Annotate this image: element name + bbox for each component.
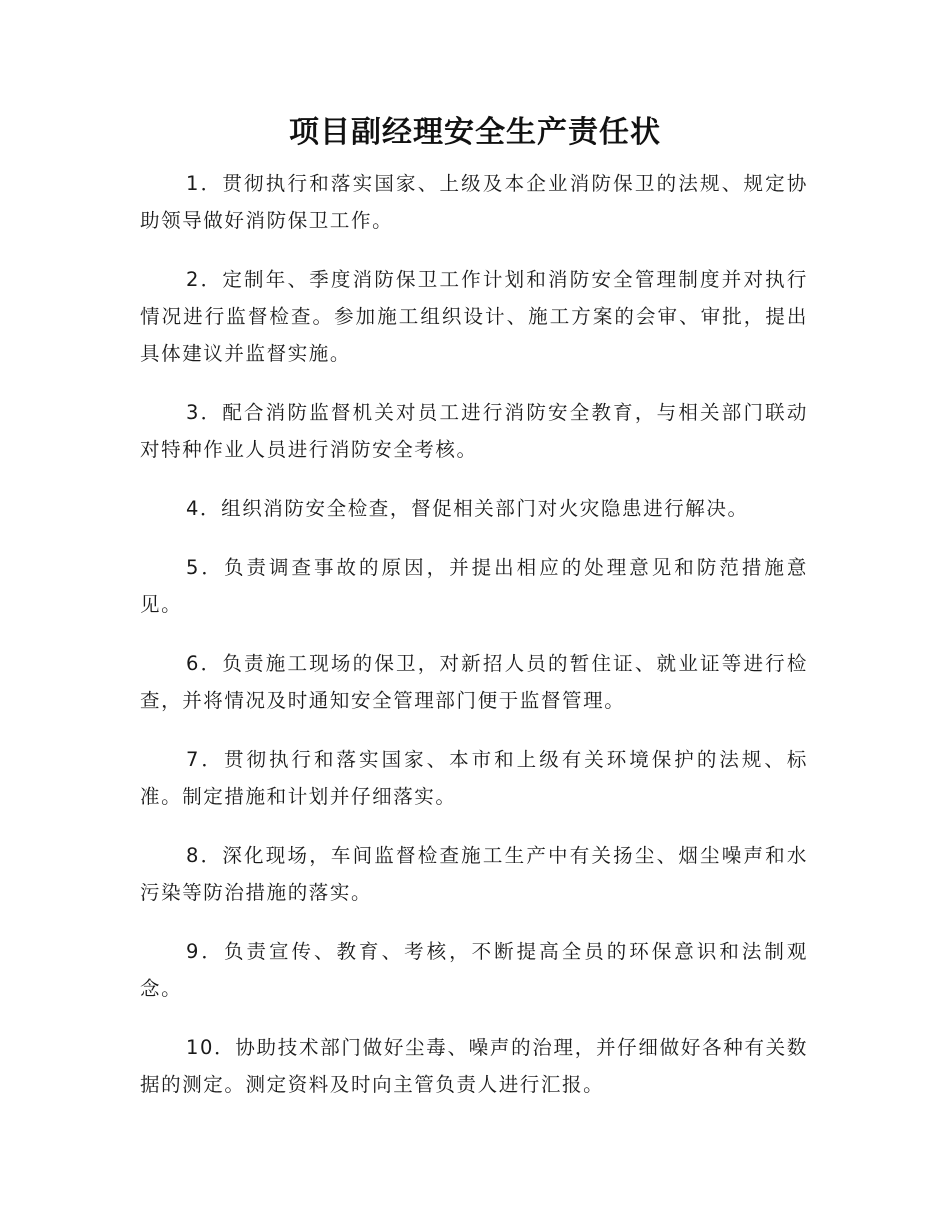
paragraph-3: 3．配合消防监督机关对员工进行消防安全教育，与相关部门联动对特种作业人员进行消防安全考核。 [140, 401, 808, 461]
paragraph-6: 6．负责施工现场的保卫，对新招人员的暂住证、就业证等进行检查，并将情况及时通知安全管理部门便于监督管理。 [140, 652, 808, 712]
paragraph-10: 10．协助技术部门做好尘毒、噪声的治理，并仔细做好各种有关数据的测定。测定资料及时向主管负责人进行汇报。 [140, 1036, 808, 1096]
paragraph-1: 1．贯彻执行和落实国家、上级及本企业消防保卫的法规、规定协助领导做好消防保卫工作。 [140, 172, 808, 232]
paragraph-5: 5．负责调查事故的原因，并提出相应的处理意见和防范措施意见。 [140, 556, 808, 616]
paragraph-7: 7．贯彻执行和落实国家、本市和上级有关环境保护的法规、标准。制定措施和计划并仔细落实。 [140, 748, 808, 808]
paragraph-4: 4．组织消防安全检查，督促相关部门对火灾隐患进行解决。 [186, 497, 749, 520]
paragraph-9: 9．负责宣传、教育、考核，不断提高全员的环保意识和法制观念。 [140, 940, 808, 1000]
paragraph-8: 8．深化现场，车间监督检查施工生产中有关扬尘、烟尘噪声和水污染等防治措施的落实。 [140, 844, 808, 904]
document-title: 项目副经理安全生产责任状 [289, 115, 661, 150]
document-body [140, 165, 808, 1125]
paragraph-2: 2．定制年、季度消防保卫工作计划和消防安全管理制度并对执行情况进行监督检查。参加施工组织设计、施工方案的会审、审批，提出具体建议并监督实施。 [140, 268, 808, 365]
